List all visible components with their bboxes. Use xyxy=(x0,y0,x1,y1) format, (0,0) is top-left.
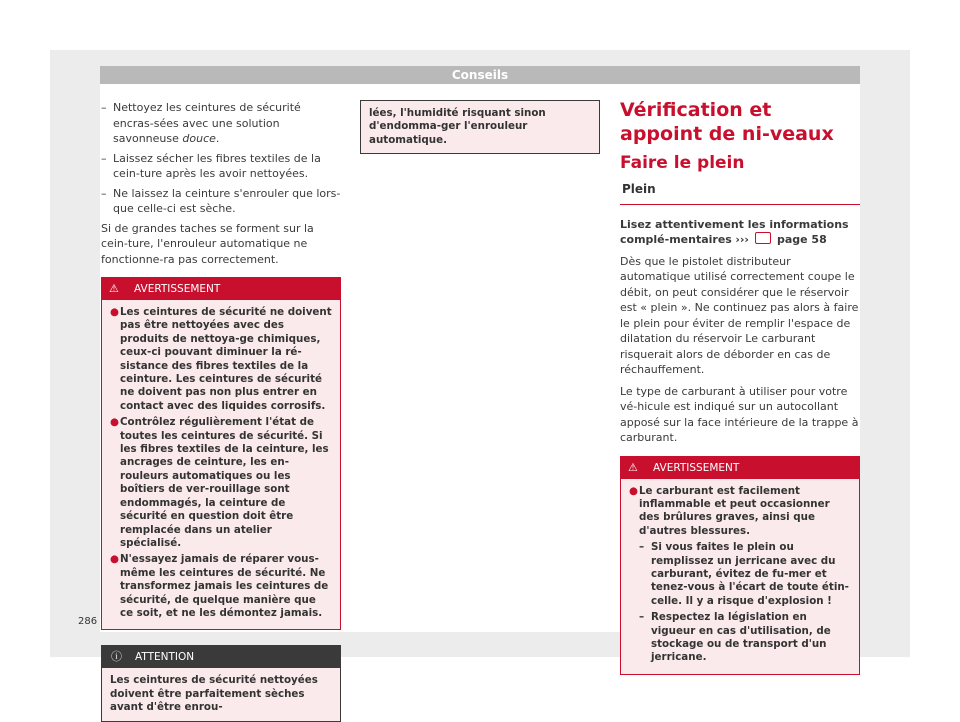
attention-header xyxy=(102,646,340,668)
paragraph: Si de grandes taches se forment sur la cein-ture, l'enrouleur automatique ne fonctionne-ra pas correctement. xyxy=(101,221,314,266)
column-middle xyxy=(360,100,600,154)
attention-body: Les ceintures de sécurité nettoyées doivent être parfaitement sèches avant d'être enrou- xyxy=(110,674,318,714)
column-left xyxy=(101,100,341,722)
warning-title: AVERTISSEMENT xyxy=(653,461,740,474)
page-header: Conseils xyxy=(100,66,860,84)
warning-header xyxy=(102,278,340,300)
manual-page xyxy=(78,66,860,714)
warning-triangle-icon: ⚠ xyxy=(628,460,638,474)
info-circle-icon: ⓘ xyxy=(111,650,122,664)
list-item: – Laissez sécher les fibres textiles de la cein-ture après les avoir nettoyées. xyxy=(101,151,321,180)
list-item: – Ne laissez la ceinture s'enrouler que lors-que celle-ci est sèche. xyxy=(101,186,341,215)
warning-body xyxy=(102,300,340,629)
warning-triangle-icon: ⚠ xyxy=(109,282,119,295)
bullet-dot-icon: ● xyxy=(629,484,638,497)
bullet-dot-icon: ● xyxy=(110,553,119,566)
attention-box xyxy=(101,645,341,721)
warning-box xyxy=(101,277,341,630)
attention-continuation: lées, l'humidité risquant sinon d'endomma-ger l'enrouleur automatique. xyxy=(360,100,600,154)
page-number: 286 xyxy=(78,616,98,627)
page-reference-link[interactable]: page 58 xyxy=(776,233,827,246)
warning-item: ● Les ceintures de sécurité ne doivent pas être nettoyées avec des produits de nettoya-ge chimiques, ceux-ci pouvant diminuer la ré-sistance des fibres textiles de la ceinture. Les ceintures de sécurité ne doivent pas non plus entrer en contact avec des liquides corrosifs. xyxy=(110,306,332,412)
warning-header xyxy=(621,457,859,479)
book-icon xyxy=(755,232,771,244)
warning-subitem: – Respectez la législation en vigueur en cas d'utilisation, de stockage ou de transport d'un jerricane. xyxy=(639,611,831,664)
paragraph: Dès que le pistolet distributeur automatique utilisé correctement coupe le débit, on peut considérer que le réservoir est « plein ». Ne continuez pas alors à faire le plein pour éviter de remplir l'espace de dilatation du réservoir Le carburant risquerait alors de déborder en cas de réchauffement. xyxy=(620,254,859,376)
bullet-dot-icon: ● xyxy=(110,416,119,429)
column-right xyxy=(620,96,860,675)
attention-title: ATTENTION xyxy=(135,651,195,664)
warning-item: ● Contrôlez régulièrement l'état de toutes les ceintures de sécurité. Si les fibres textiles de la ceinture, les ancrages de ceinture, les en-rouleurs automatiques ou les boîtiers de ver-rouillage sont endommagés, la ceinture de sécurité en question doit être remplacée dans un atelier spécialisé. xyxy=(110,416,329,549)
topic-heading: Plein xyxy=(620,178,860,205)
paragraph: Le type de carburant à utiliser pour votre vé-hicule est indiqué sur un autocollant apposé sur la face intérieure de la trappe à carburant. xyxy=(620,384,859,444)
subsection-heading: Faire le plein xyxy=(620,153,745,173)
bullet-dot-icon: ● xyxy=(110,306,119,318)
warning-title: AVERTISSEMENT xyxy=(134,283,221,295)
intro-paragraph: Lisez attentivement les informations complé-mentaires ››› page 58 xyxy=(620,217,849,246)
warning-item: ● Le carburant est facilement inflammable et peut occasionner des brûlures graves, ainsi que d'autres blessures. xyxy=(629,484,830,537)
section-heading: Vérification et appoint de ni-veaux xyxy=(620,99,834,145)
list-item: – Nettoyez les ceintures de sécurité encras-sées avec une solution savonneuse douce. xyxy=(101,101,301,145)
warning-body xyxy=(621,479,859,674)
warning-subitem: – Si vous faites le plein ou remplissez un jerricane avec du carburant, évitez de fu-mer et tenez-vous à l'écart de toute étin-celle. Il y a risque d'explosion ! xyxy=(639,541,849,607)
warning-item: ● N'essayez jamais de réparer vous-même les ceintures de sécurité. Ne transformez jamais les ceintures de sécurité, de quelque manière que ce soit, et ne les démontez jamais. xyxy=(110,553,329,619)
warning-box xyxy=(620,456,860,675)
